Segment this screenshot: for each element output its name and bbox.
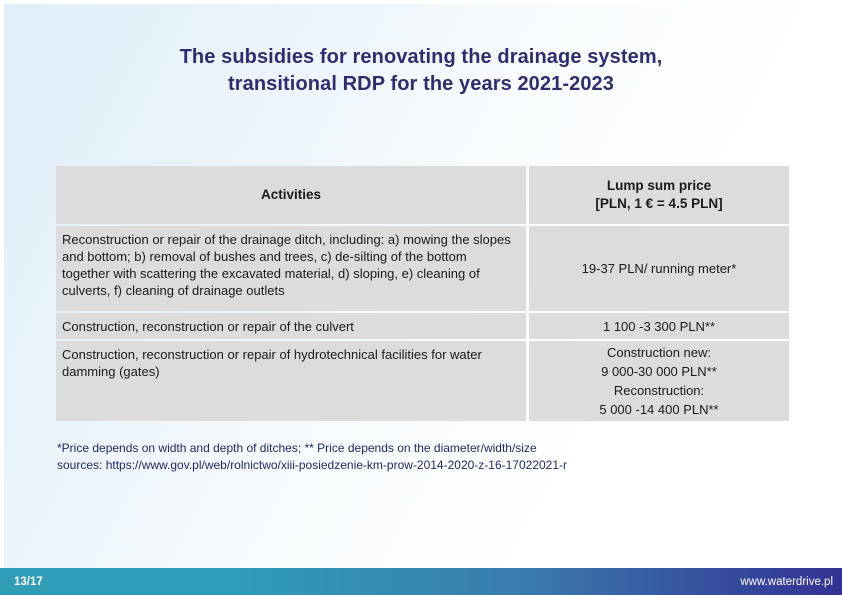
footnote-sources-line (57, 457, 567, 474)
page-number: 13/17 (14, 575, 43, 588)
footer-bar (0, 568, 842, 595)
price-line: 5 000 -14 400 PLN** (599, 402, 719, 417)
table-row-hydrotechnical-price (529, 341, 789, 421)
slide-title (0, 44, 842, 98)
website-link[interactable]: www.waterdrive.pl (740, 575, 833, 588)
slide-title-line-1: The subsidies for renovating the drainage system, (179, 46, 663, 68)
footnote-sources-url-link[interactable]: https://www.gov.pl/web/rolnictwo/xiii-posiedzenie-km-prow-2014-2020-z-16-17022021-r (105, 457, 568, 472)
table-header-activities: Activities (56, 166, 526, 224)
table-header-lump-sum-price (529, 166, 789, 224)
footnote (57, 440, 567, 473)
price-line: Reconstruction: (613, 383, 705, 398)
table-row-ditch-price: 19-37 PLN/ running meter* (529, 226, 789, 311)
table-row-hydrotechnical-price-lines (599, 343, 718, 419)
table-header-price-line-2: [PLN, 1 € = 4.5 PLN] (595, 196, 723, 211)
subsidies-table (56, 166, 789, 421)
table-header-price-lines (595, 177, 722, 213)
table-row-culvert-activity: Construction, reconstruction or repair of the culvert (56, 313, 526, 339)
table-header-price-line-1: Lump sum price (606, 178, 712, 193)
table-row-ditch-activity: Reconstruction or repair of the drainage ditch, including: a) mowing the slopes and bottom; b) removal of bushes and trees, c) de-silting of the bottom together with scattering the excavated material, d) sloping, e) cleaning of culverts, f) cleaning of drainage outlets (56, 226, 526, 311)
footnote-sources-label: sources: (57, 457, 106, 472)
footnote-price-note: *Price depends on width and depth of ditches; ** Price depends on the diameter/width/size (57, 441, 537, 455)
table-row-hydrotechnical-activity: Construction, reconstruction or repair of hydrotechnical facilities for water damming (gates) (56, 341, 526, 421)
slide-title-line-2: transitional RDP for the years 2021-2023 (227, 73, 615, 95)
price-line: Construction new: (606, 345, 712, 360)
price-line: 9 000-30 000 PLN** (601, 364, 717, 379)
table-row-culvert-price: 1 100 -3 300 PLN** (529, 313, 789, 339)
